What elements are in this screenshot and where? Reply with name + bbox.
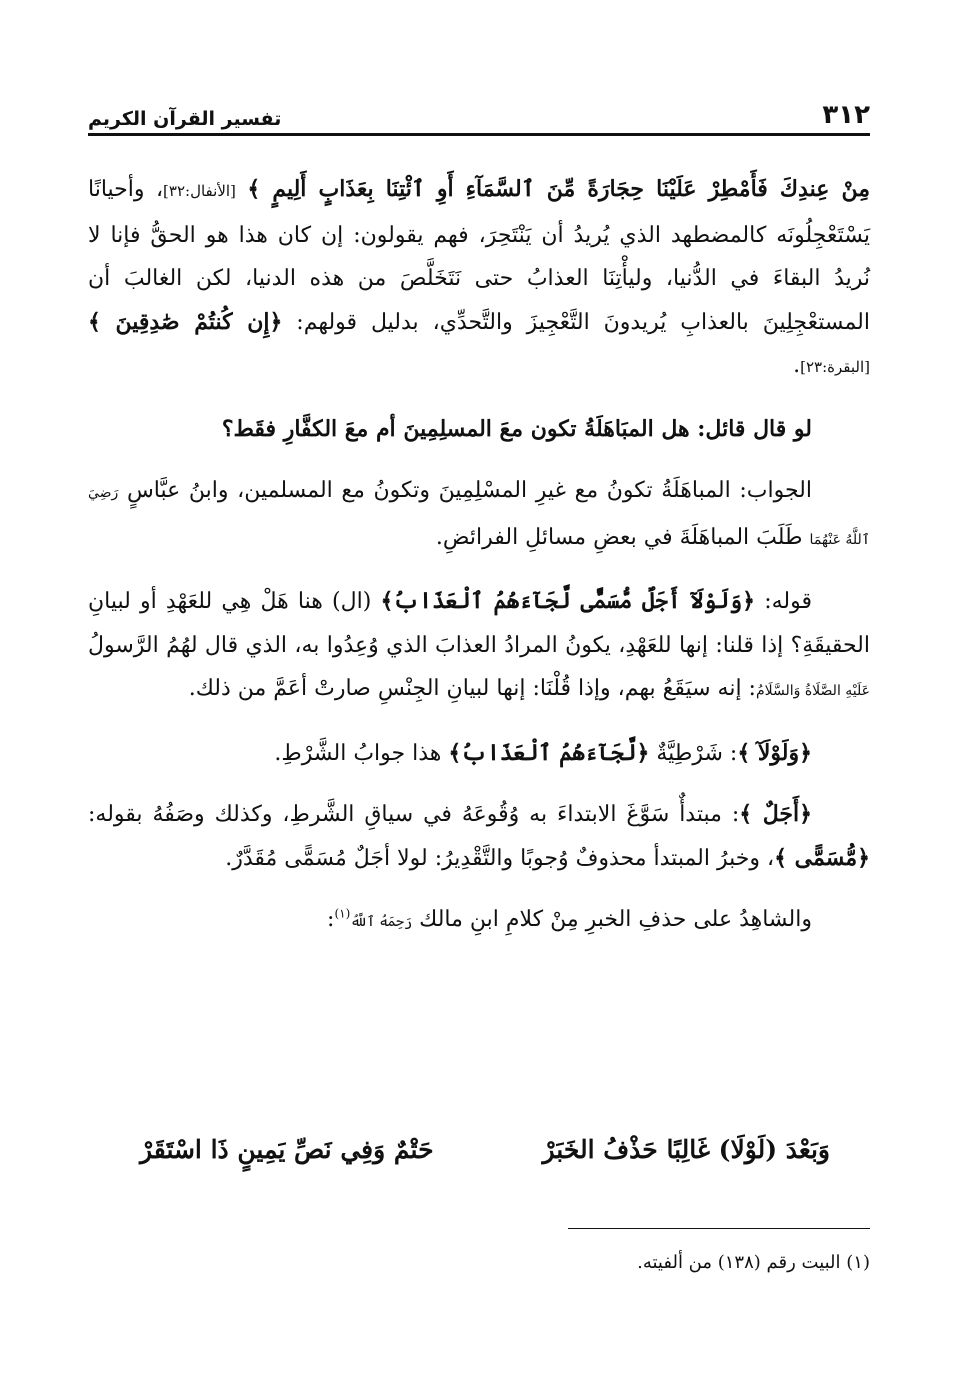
answer-paragraph (88, 469, 870, 562)
paragraph-5 (88, 732, 870, 776)
quran-quote: ﴿مُّسَمًّى ﴾ (774, 844, 870, 871)
paragraph-text: طَلَبَ المباهَلَةَ في بعضِ مسائلِ الفرائضِ. (435, 524, 810, 550)
quran-quote: ﴿أَجَلٌ ﴾ (739, 801, 812, 827)
page-number: ٣١٢ (822, 100, 870, 130)
paragraph-text: ، وخبرُ المبتدأ محذوفٌ وُجوبًا والتَّقْدِيرُ: لولا أجَلٌ مُسَمًّى مُقَدَّرٌ. (225, 845, 775, 871)
quran-quote: ﴿وَلَوْلَآ ﴾ (737, 739, 812, 766)
paragraph-text: قوله: (755, 589, 812, 614)
paragraph-text: : (327, 907, 335, 932)
paragraph-text: . (793, 353, 801, 378)
main-text (88, 168, 870, 945)
paragraph-text: والشاهِدُ على حذفِ الخبرِ مِنْ كلامِ ابنِ مالك (412, 907, 812, 932)
quran-quote: مِنْ عِندِكَ فَأَمْطِرْ عَلَيْنَا حِجَارَةً مِّنَ ٱلسَّمَآءِ أَوِ ٱئْتِنَا بِعَذَابٍ أَلِيمٍ ﴾ (247, 176, 870, 202)
paragraph-7 (88, 898, 870, 945)
verse-first-hemistich: وَبَعْدَ (لَوْلَا) غَالِبًا حَذْفُ الخَبَرْ (542, 1135, 830, 1164)
paragraph-text: : مبتدأٌ سَوَّغَ الابتداءَ به وُقُوعَهُ في سياقِ الشَّرطِ، وكذلك وصَفُهُ بقوله: (88, 802, 740, 827)
quran-quote: ﴿وَلَوْلَآ أَجَلٌ مُّسَمًّى لَّجَآءَهُمُ ٱلْعَذَابُ﴾ (380, 588, 756, 614)
paragraph-text: الجواب: المباهَلَةُ تكونُ مع غيرِ المسْلِمِينَ وتكونُ مع المسلمين، وابنُ عبَّاسٍ (118, 478, 812, 503)
honorific-phrase: رَحِمَهُ ٱللَّهُ (350, 914, 413, 930)
paragraph-1 (88, 168, 870, 390)
honorific-phrase: رَضِيَ ٱللَّهُ عَنْهُمَا (88, 485, 870, 548)
paragraph-text: (ال) هنا هَلْ هِي للعَهْدِ أو لبيانِ الحقيقَةِ؟ إذا قلنا: إنها للعَهْدِ، يكونُ المرادُ العذابَ الذي وُعِدُوا به، الذي قال لهُمُ الرَّسولُ (88, 589, 870, 658)
verse-second-hemistich: حَتْمٌ وَفِي نَصِّ يَمِينٍ ذَا اسْتَقَرْ (140, 1135, 434, 1164)
footnote-separator (568, 1228, 870, 1229)
honorific-phrase: عَلَيْهِ الصَّلَاةُ وَالسَّلَامُ (755, 683, 870, 699)
question-paragraph: لو قال قائل: هل المبَاهَلَةُ تكون معَ المسلِمِينَ أم معَ الكفَّارِ فقَط؟ (221, 415, 812, 442)
paragraph-6 (88, 793, 870, 880)
footnote: (١) البيت رقم (١٣٨) من ألفيته. (637, 1252, 870, 1273)
verse-reference: [البقرة:٢٣] (800, 358, 870, 376)
paragraph-4 (88, 580, 870, 714)
quran-quote: ﴿إِن كُنتُمْ صَٰدِقِينَ ﴾ (88, 308, 283, 335)
footnote-marker: (١) (334, 906, 351, 921)
paragraph-text: ، وأحيانًا يَسْتَعْجِلُونَه كالمضطهد الذي يُريدُ أن يَنْتَحِرَ، فهم يقولون: إن كان هذا هو الحقُّ فإنا لا نُريدُ البقاءَ في الدُّنيا، وليأْتِنَا العذابُ حتى نَتَخَلَّصَ من هذه الدنيا، لكن الغالبَ أن المستعْجِلِينَ بالعذابِ يُريدونَ التَّعْجِيزَ والتَّحدِّي، بدليل قولهم: (88, 177, 870, 335)
paragraph-text: : إنه سيَقَعُ بهم، وإذا قُلْنَا: إنها لبيانِ الجِنْسِ صارتْ أعَمَّ من ذلك. (188, 676, 756, 701)
quran-quote: ﴿لَّجَآءَهُمُ ٱلْعَذَابُ﴾ (448, 739, 650, 766)
paragraph-text: : شَرْطِيَّةٌ (649, 740, 738, 766)
book-title: تفسير القرآن الكريم (88, 108, 282, 130)
verse-reference: [الأنفال:٣٢] (163, 182, 236, 200)
page-header (88, 92, 870, 130)
header-rule (88, 133, 870, 136)
paragraph-text: هذا جوابُ الشَّرْطِ. (274, 740, 449, 766)
poetry-verse (140, 1135, 830, 1164)
